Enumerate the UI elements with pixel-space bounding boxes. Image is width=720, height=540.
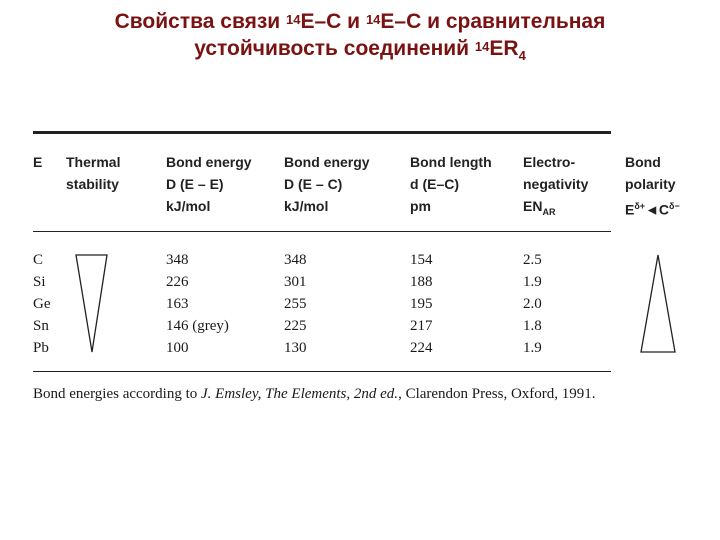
column-bond-length <box>410 249 433 359</box>
cell-bond-energy-ec: 301 <box>284 274 307 290</box>
column-bond-energy-ee <box>166 249 229 359</box>
cell-electronegativity: 2.5 <box>523 252 542 268</box>
table-header-rule <box>33 231 611 232</box>
header-electronegativity: Electro- negativity $EN_{AR}$ <box>523 154 589 217</box>
cell-bond-length: 195 <box>410 296 433 312</box>
table-top-rule <box>33 131 611 134</box>
cell-element: Ge <box>33 296 51 312</box>
header-bond-length: Bond length d (E–C) pm <box>410 154 492 214</box>
cell-bond-energy-ec: 348 <box>284 252 307 268</box>
table-bottom-rule <box>33 371 611 372</box>
column-bond-energy-ec <box>284 249 307 359</box>
title-line-1: Свойства связи $^{14}$E–C и $^{14}$E–C и сравнительная <box>114 10 606 33</box>
cell-bond-energy-ee: 100 <box>166 340 189 356</box>
cell-bond-length: 217 <box>410 318 433 334</box>
header-element: E <box>33 154 43 170</box>
cell-element: Si <box>33 274 46 290</box>
cell-element: Sn <box>33 318 49 334</box>
bond-polarity-triangle-icon <box>638 252 678 356</box>
cell-element: C <box>33 252 44 268</box>
cell-electronegativity: 2.0 <box>523 296 542 312</box>
cell-element: Pb <box>33 340 49 356</box>
cell-bond-energy-ec: 255 <box>284 296 307 312</box>
cell-bond-energy-ee: 348 <box>166 252 189 268</box>
title-line-2: устойчивость соединений $^{14}ER_4$ <box>194 37 526 63</box>
header-bond-energy-ee: Bond energy D (E – E) kJ/mol <box>166 154 252 214</box>
header-thermal-stability: Thermal stability <box>66 154 121 192</box>
column-electronegativity <box>523 249 542 359</box>
header-bond-polarity: Bond polarity $E^{\delta+}◄C^{\delta-}$ <box>625 154 680 218</box>
cell-electronegativity: 1.8 <box>523 318 542 334</box>
column-element <box>33 249 51 359</box>
thermal-stability-triangle-icon <box>74 252 110 356</box>
cell-bond-length: 154 <box>410 252 433 268</box>
slide-title <box>0 8 720 64</box>
cell-electronegativity: 1.9 <box>523 274 542 290</box>
footnote: Bond energies according to J. Emsley, The Elements, 2nd ed., Clarendon Press, Oxford, 1991. <box>33 386 596 402</box>
header-bond-energy-ec: Bond energy D (E – C) kJ/mol <box>284 154 370 214</box>
cell-bond-energy-ee: 226 <box>166 274 189 290</box>
cell-bond-energy-ee: 146 (grey) <box>166 318 229 334</box>
cell-bond-energy-ee: 163 <box>166 296 189 312</box>
cell-electronegativity: 1.9 <box>523 340 542 356</box>
cell-bond-energy-ec: 225 <box>284 318 307 334</box>
cell-bond-energy-ec: 130 <box>284 340 307 356</box>
cell-bond-length: 188 <box>410 274 433 290</box>
cell-bond-length: 224 <box>410 340 433 356</box>
